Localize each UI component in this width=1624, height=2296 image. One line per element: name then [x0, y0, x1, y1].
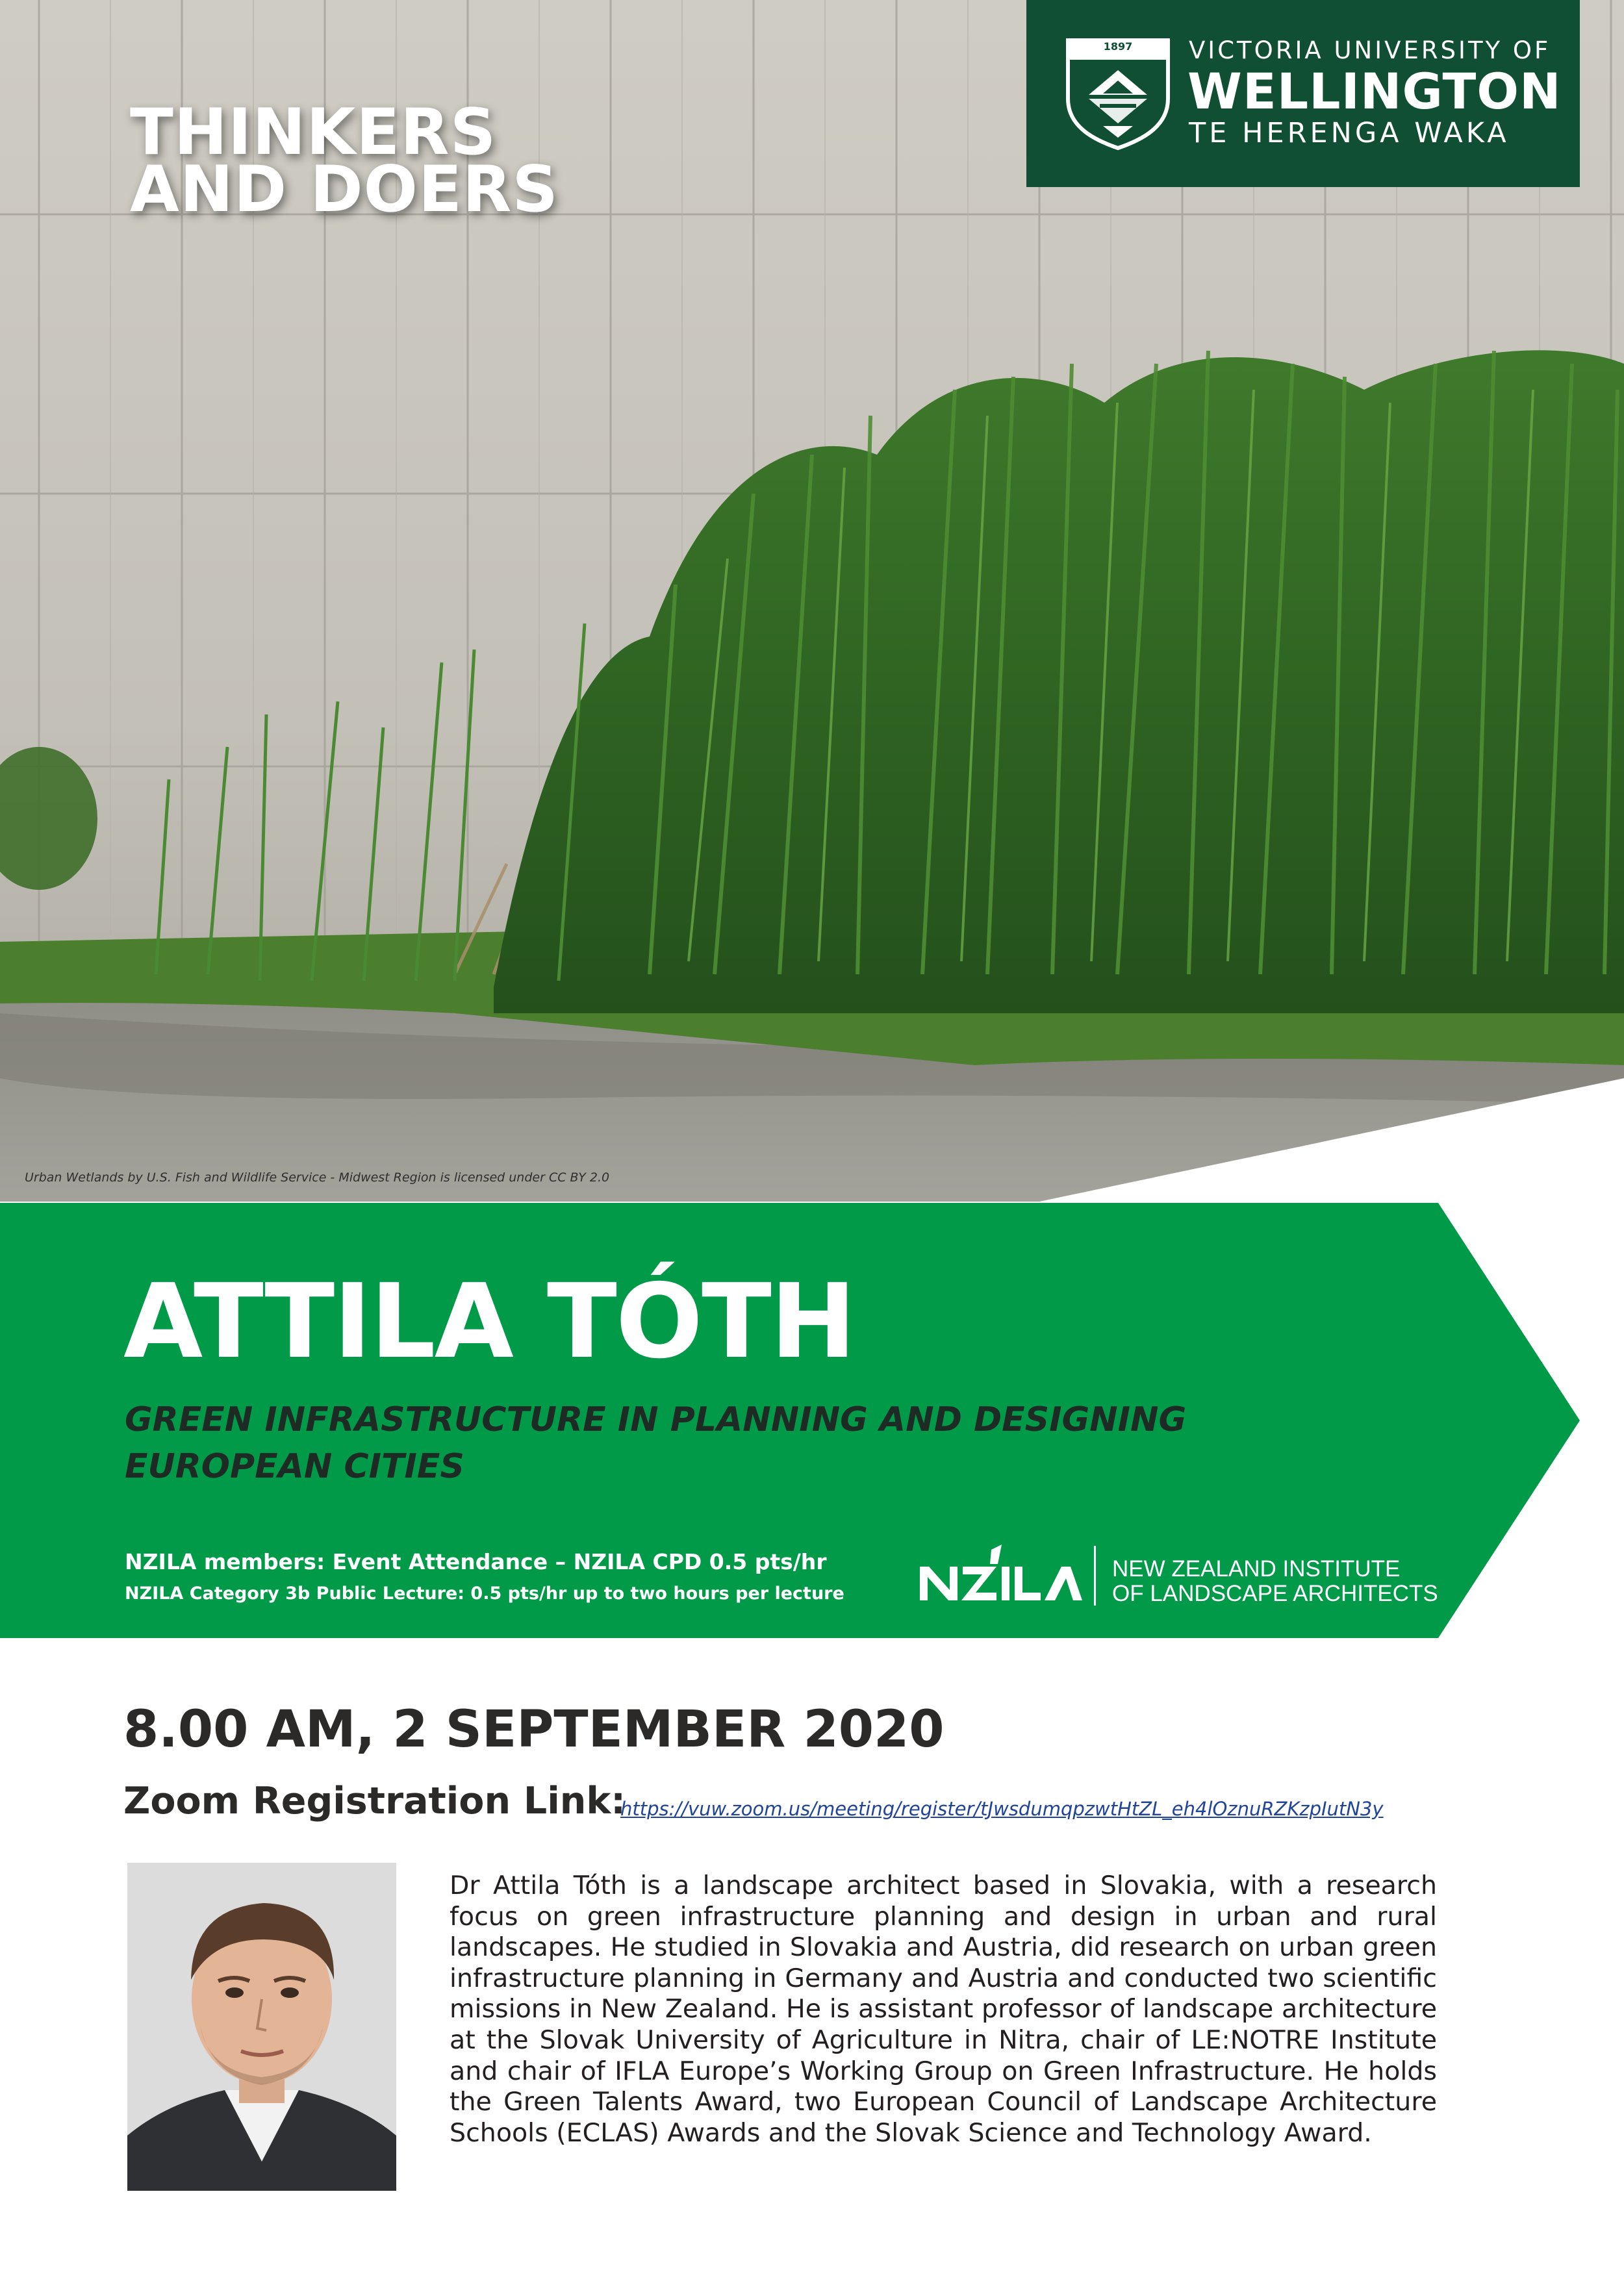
university-name-line-3: TE HERENGA WAKA	[1189, 117, 1510, 149]
crest-year: 1897	[1103, 40, 1133, 53]
tagline-line-2: AND DOERS	[130, 153, 559, 227]
nzila-name-line-2: OF LANDSCAPE ARCHITECTS	[1112, 1581, 1438, 1606]
nzila-logo-icon	[920, 1545, 1082, 1607]
zoom-registration-label: Zoom Registration Link:	[123, 1780, 626, 1823]
nzila-name-line-1: NEW ZEALAND INSTITUTE	[1112, 1556, 1401, 1582]
cpd-attendance-note: NZILA members: Event Attendance – NZILA CPD 0.5 pts/hr	[125, 1549, 827, 1574]
cpd-category-note: NZILA Category 3b Public Lecture: 0.5 pts/hr up to two hours per lecture	[125, 1583, 844, 1604]
university-crest-icon	[1064, 36, 1172, 151]
thinkers-and-doers-tagline	[130, 95, 559, 227]
talk-title-line-1: GREEN INFRASTRUCTURE IN PLANNING AND DESIGNING	[125, 1400, 1187, 1439]
zoom-registration-link[interactable]: https://vuw.zoom.us/meeting/register/tJwsdumqpzwtHtZL_eh4lOznuRZKzpIutN3y	[620, 1798, 1384, 1820]
university-name-line-1: VICTORIA UNIVERSITY OF	[1189, 36, 1551, 64]
university-name-line-2: WELLINGTON	[1187, 62, 1562, 120]
speaker-photo-illustration	[127, 1863, 396, 2191]
event-date-time: 8.00 AM, 2 SEPTEMBER 2020	[123, 1700, 945, 1759]
nzila-divider	[1094, 1546, 1096, 1606]
talk-title	[125, 1396, 1186, 1490]
speaker-portrait	[127, 1863, 396, 2191]
speaker-name: ATTILA TÓTH	[123, 1262, 856, 1381]
speaker-biography: Dr Attila Tóth is a landscape architect based in Slovakia, with a research focus on green infrastructure planning and design in urban and rural landscapes. He studied in Slovakia and Austria, did research on urban green infrastructure planning in Germany and Austria and conducted two scientific missions in New Zealand. He is assistant professor of landscape architecture at the Slovak University of Agriculture in Nitra, chair of LE:NOTRE Institute and chair of IFLA Europe’s Working Group on Green Infrastructure. He holds the Green Talents Award, two European Council of Landscape Architecture Schools (ECLAS) Awards and the Slovak Science and Technology Award.	[450, 1871, 1437, 2148]
talk-title-line-2: EUROPEAN CITIES	[125, 1447, 464, 1486]
tagline-line-1: THINKERS	[130, 95, 497, 170]
university-logo	[1026, 0, 1580, 187]
photo-credit: Urban Wetlands by U.S. Fish and Wildlife Service - Midwest Region is licensed under CC BY 2.0	[25, 1170, 610, 1185]
